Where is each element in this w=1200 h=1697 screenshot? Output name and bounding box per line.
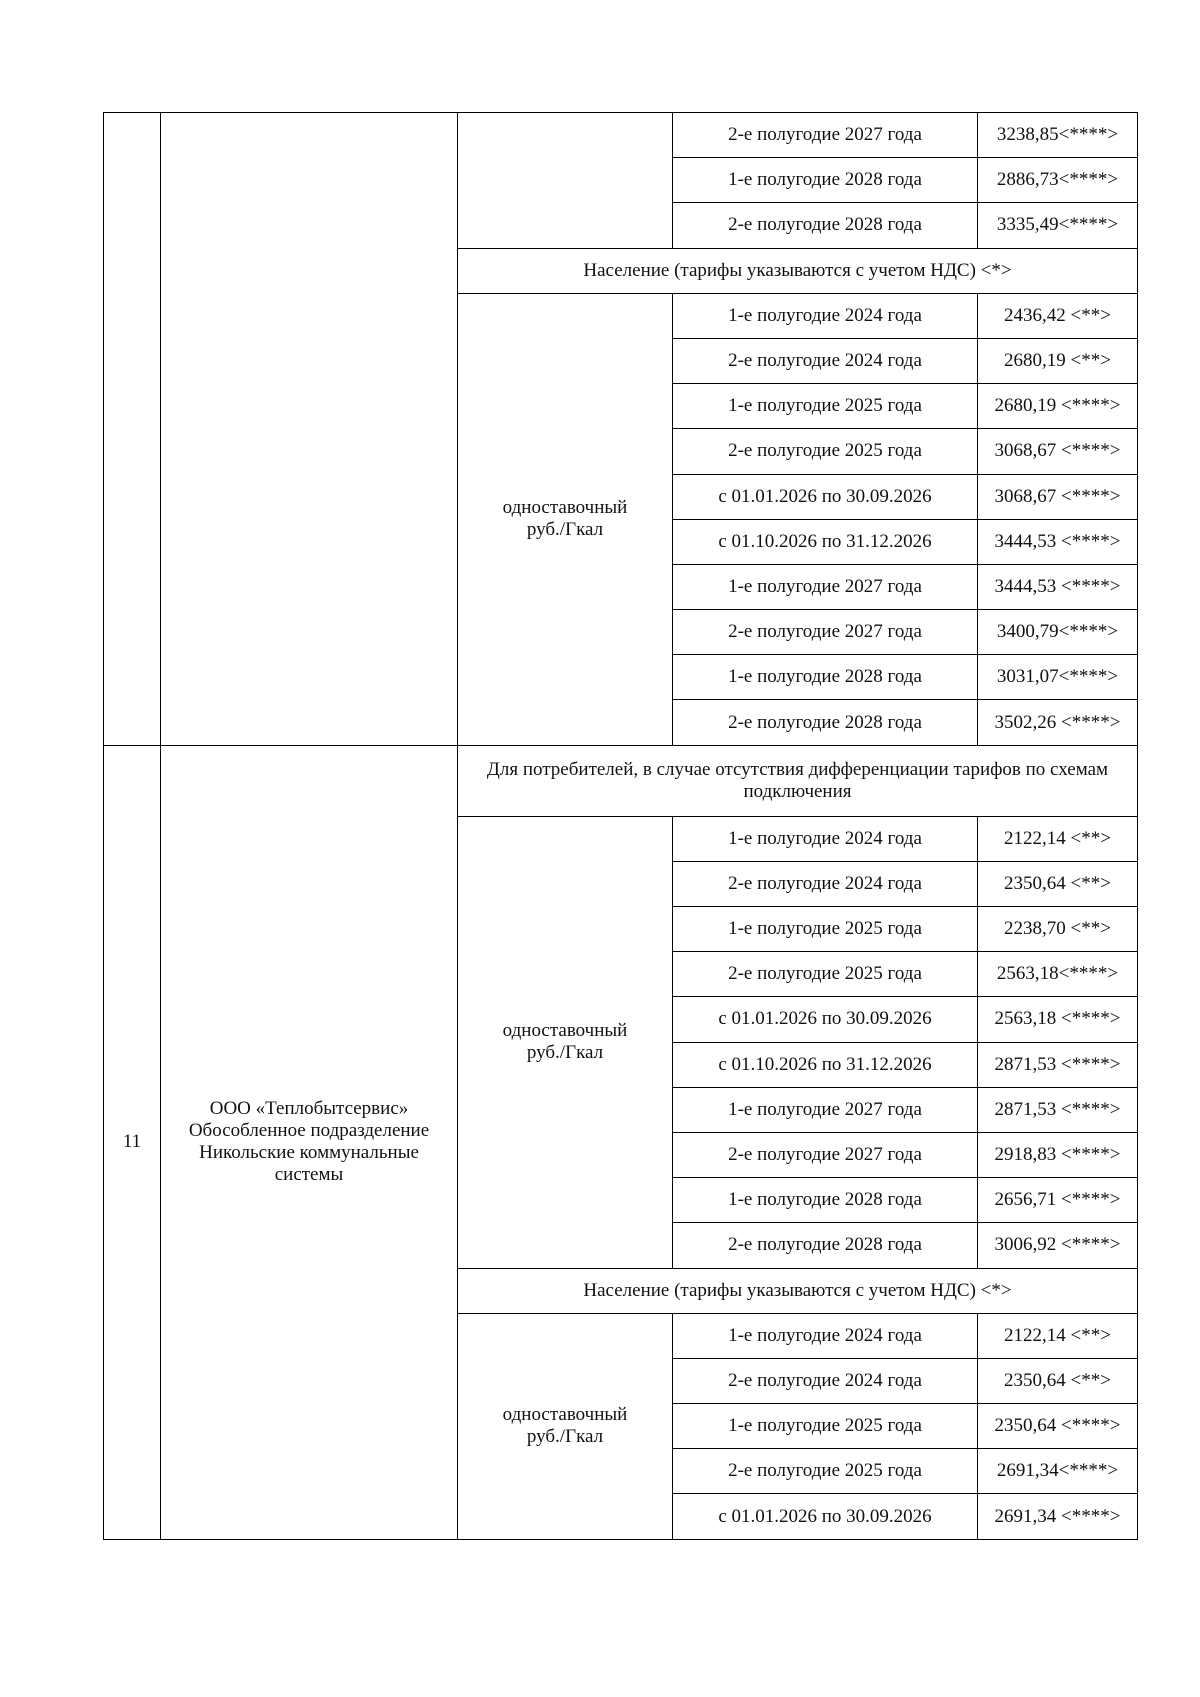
consumers-group-header: Для потребителей, в случае отсутствия дифференциации тарифов по схемам подключения	[458, 745, 1138, 816]
organization-cell	[161, 113, 458, 746]
period-cell: 2-е полугодие 2027 года	[673, 1132, 978, 1177]
tariff-value-cell: 3238,85<****>	[978, 113, 1138, 158]
period-cell: 2-е полугодие 2025 года	[673, 429, 978, 474]
tariff-value-cell: 2871,53 <****>	[978, 1042, 1138, 1087]
organization-cell	[161, 745, 458, 1539]
tariff-value-cell: 2563,18<****>	[978, 952, 1138, 997]
row-number-cell: 11	[104, 745, 161, 1539]
rate-type-label: одноставочный	[502, 1020, 628, 1042]
tariff-value-cell: 3400,79<****>	[978, 610, 1138, 655]
rate-type-label: одноставочный	[502, 497, 628, 519]
period-cell: 2-е полугодие 2025 года	[673, 952, 978, 997]
period-cell: с 01.10.2026 по 31.12.2026	[673, 1042, 978, 1087]
period-cell: с 01.01.2026 по 30.09.2026	[673, 997, 978, 1042]
rate-unit-label: руб./Гкал	[526, 519, 604, 541]
tariff-value-cell: 2871,53 <****>	[978, 1087, 1138, 1132]
period-cell: 1-е полугодие 2028 года	[673, 158, 978, 203]
tariff-value-cell: 2691,34 <****>	[978, 1494, 1138, 1539]
rate-unit-label: руб./Гкал	[526, 1042, 604, 1064]
tariff-value-cell: 3006,92 <****>	[978, 1223, 1138, 1268]
table-row	[104, 745, 1138, 816]
rate-type-cell	[458, 816, 673, 1268]
org-name-line: Никольские коммунальные	[199, 1142, 419, 1164]
tariff-value-cell: 2918,83 <****>	[978, 1132, 1138, 1177]
period-cell: 1-е полугодие 2025 года	[673, 907, 978, 952]
rate-type-cell	[458, 293, 673, 745]
tariff-value-cell: 3502,26 <****>	[978, 700, 1138, 745]
row-number-cell	[104, 113, 161, 746]
tariff-value-cell: 3068,67 <****>	[978, 474, 1138, 519]
period-cell: 1-е полугодие 2027 года	[673, 1087, 978, 1132]
tariff-value-cell: 2436,42 <**>	[978, 293, 1138, 338]
table-row	[104, 113, 1138, 158]
period-cell: 1-е полугодие 2024 года	[673, 816, 978, 861]
org-name-line: системы	[274, 1164, 344, 1186]
period-cell: 1-е полугодие 2025 года	[673, 1404, 978, 1449]
tariff-value-cell: 3444,53 <****>	[978, 519, 1138, 564]
tariff-value-cell: 2656,71 <****>	[978, 1178, 1138, 1223]
tariff-value-cell: 2238,70 <**>	[978, 907, 1138, 952]
rate-type-cell	[458, 113, 673, 249]
period-cell: 2-е полугодие 2024 года	[673, 1358, 978, 1403]
tariff-value-cell: 2680,19 <**>	[978, 338, 1138, 383]
period-cell: 2-е полугодие 2027 года	[673, 113, 978, 158]
tariff-value-cell: 2886,73<****>	[978, 158, 1138, 203]
period-cell: 2-е полугодие 2024 года	[673, 861, 978, 906]
tariff-value-cell: 2350,64 <**>	[978, 861, 1138, 906]
period-cell: 2-е полугодие 2028 года	[673, 203, 978, 248]
tariff-value-cell: 2691,34<****>	[978, 1449, 1138, 1494]
tariff-value-cell: 3335,49<****>	[978, 203, 1138, 248]
rate-type-cell	[458, 1313, 673, 1539]
period-cell: 2-е полугодие 2028 года	[673, 1223, 978, 1268]
period-cell: с 01.01.2026 по 30.09.2026	[673, 474, 978, 519]
tariff-value-cell: 2350,64 <**>	[978, 1358, 1138, 1403]
tariff-table	[103, 112, 1138, 1540]
tariff-value-cell: 2122,14 <**>	[978, 816, 1138, 861]
period-cell: 2-е полугодие 2028 года	[673, 700, 978, 745]
tariff-value-cell: 3444,53 <****>	[978, 564, 1138, 609]
period-cell: 1-е полугодие 2025 года	[673, 384, 978, 429]
period-cell: 1-е полугодие 2024 года	[673, 293, 978, 338]
org-name-line: ООО «Теплобытсервис»	[209, 1098, 409, 1120]
rate-unit-label: руб./Гкал	[526, 1426, 604, 1448]
period-cell: 1-е полугодие 2028 года	[673, 1178, 978, 1223]
period-cell: 2-е полугодие 2025 года	[673, 1449, 978, 1494]
period-cell: 1-е полугодие 2024 года	[673, 1313, 978, 1358]
population-group-header: Население (тарифы указываются с учетом НДС) <*>	[458, 1268, 1138, 1313]
period-cell: с 01.01.2026 по 30.09.2026	[673, 1494, 978, 1539]
org-name-line: Обособленное подразделение	[188, 1120, 430, 1142]
tariff-value-cell: 2122,14 <**>	[978, 1313, 1138, 1358]
tariff-value-cell: 3068,67 <****>	[978, 429, 1138, 474]
tariff-value-cell: 3031,07<****>	[978, 655, 1138, 700]
tariff-value-cell: 2680,19 <****>	[978, 384, 1138, 429]
tariff-value-cell: 2563,18 <****>	[978, 997, 1138, 1042]
period-cell: с 01.10.2026 по 31.12.2026	[673, 519, 978, 564]
period-cell: 1-е полугодие 2028 года	[673, 655, 978, 700]
population-group-header: Население (тарифы указываются с учетом НДС) <*>	[458, 248, 1138, 293]
period-cell: 2-е полугодие 2024 года	[673, 338, 978, 383]
tariff-value-cell: 2350,64 <****>	[978, 1404, 1138, 1449]
rate-type-label: одноставочный	[502, 1404, 628, 1426]
period-cell: 2-е полугодие 2027 года	[673, 610, 978, 655]
period-cell: 1-е полугодие 2027 года	[673, 564, 978, 609]
